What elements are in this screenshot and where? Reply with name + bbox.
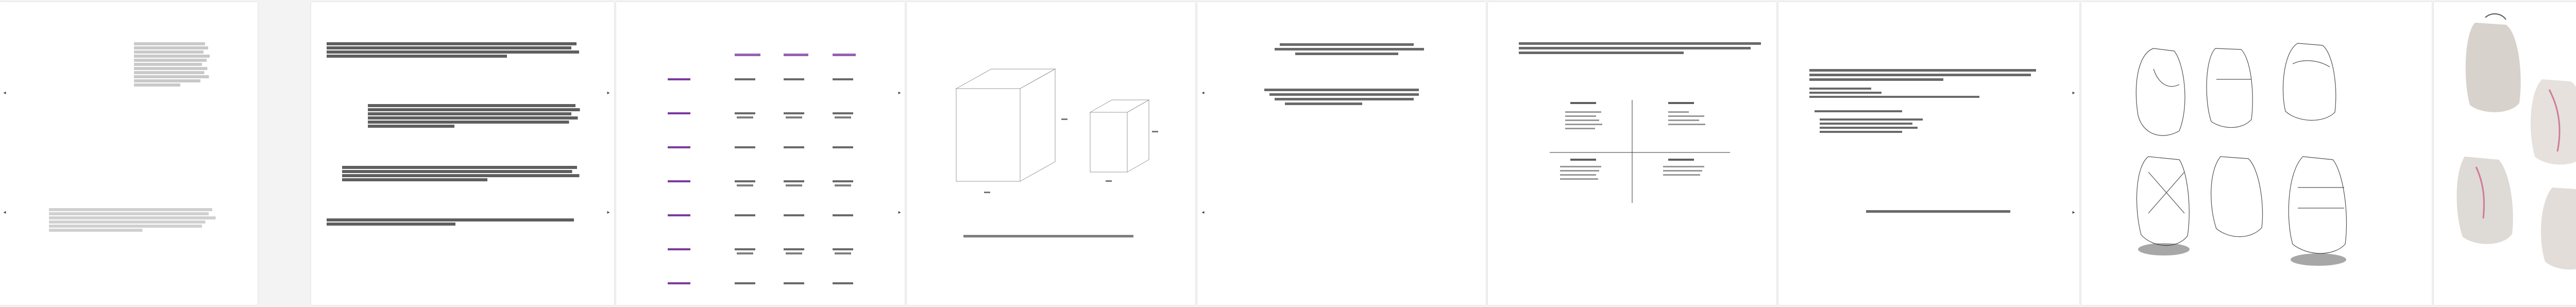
table-cell [786,252,802,254]
table-rows [668,78,853,284]
box-large-side [1020,69,1055,181]
table-row-label [668,214,690,216]
table-cell [735,146,755,148]
chevron-left-icon[interactable]: ◂ [3,210,6,215]
page-2-paragraph-3 [342,166,584,182]
page-3 [616,2,905,305]
quadrant-title-mark [1570,159,1596,161]
page-3-table-graphic [616,2,905,305]
page-4-caption-mark [963,235,1133,237]
page-5-text-graphic [1197,2,1486,305]
chevron-left-icon[interactable]: ◂ [1201,90,1205,96]
page-7-text-graphic [1778,2,2079,305]
chevron-right-icon[interactable]: ▸ [898,90,901,96]
table-cell [835,184,851,186]
sketch-shadow [2138,243,2190,255]
table-cell [735,78,755,80]
table-cell [735,180,755,182]
table-cell [786,116,802,118]
table-row-label [668,112,690,114]
box-small-front [1090,112,1127,172]
page-9 [2434,2,2576,305]
dimension-label-mark [1152,131,1158,132]
sketch-shadow [2291,253,2346,266]
table-cell [735,214,755,216]
table-cell [833,282,853,284]
dimension-label-mark [1061,118,1067,120]
quadrant-title-mark [1668,159,1694,161]
backpack-photo [2531,79,2576,165]
dimension-label-mark [1106,180,1112,182]
chevron-right-icon[interactable]: ▸ [2072,210,2075,215]
table-cell [737,252,753,254]
page-7 [1778,2,2079,305]
backpack-photo [2466,23,2521,112]
table-cell [784,282,804,284]
page-5 [1197,2,1486,305]
table-cell [784,112,804,114]
chevron-right-icon[interactable]: ▸ [607,90,610,96]
page-1-footer-paragraph [49,208,219,233]
page-4 [907,2,1195,305]
table-row-label [668,248,690,250]
backpack-photo-collage [2434,2,2576,305]
table-cell [737,116,753,118]
table-cell [735,112,755,114]
quadrant-title-mark [1668,102,1694,104]
table-cell [737,184,753,186]
chevron-left-icon[interactable]: ◂ [3,90,6,96]
page-6 [1488,2,1776,305]
box-small-top [1090,100,1149,112]
backpack-photo [2541,187,2576,269]
table-row-label [668,78,690,80]
sketch-backpack [2289,157,2346,253]
page-1 [0,2,258,305]
table-row-label [668,146,690,148]
page-2-paragraph-1 [327,42,584,59]
page-6-quadrant-chart [1488,2,1776,305]
table-row-label [668,282,690,284]
page-8 [2081,2,2432,305]
table-cell [835,116,851,118]
table-cell [833,180,853,182]
chevron-left-icon[interactable]: ◂ [1201,210,1205,215]
chevron-right-icon[interactable]: ▸ [2072,90,2075,96]
table-cell [786,184,802,186]
page-4-dimension-drawings [907,2,1195,305]
chevron-right-icon[interactable]: ▸ [607,210,610,215]
table-cell [784,78,804,80]
backpack-pencil-sketches [2081,2,2432,305]
table-header-mark [784,54,808,56]
quadrant-title-mark [1570,102,1596,104]
table-cell [784,214,804,216]
table-cell [784,180,804,182]
table-row-label [668,180,690,182]
box-large-front [956,89,1020,181]
box-small-side [1127,100,1149,172]
page-2-paragraph-4 [327,218,584,227]
sketch-backpack [2283,43,2335,121]
table-cell [833,112,853,114]
table-cell [784,248,804,250]
page-2 [311,2,614,305]
page-2-paragraph-2 [368,104,584,129]
table-cell [833,78,853,80]
table-cell [784,146,804,148]
table-cell [735,282,755,284]
table-header-mark [833,54,856,56]
sketch-backpack [2207,48,2252,128]
sketch-backpack [2136,48,2185,135]
table-cell [835,252,851,254]
backpack-photo [2456,157,2513,244]
table-cell [833,214,853,216]
chevron-right-icon[interactable]: ▸ [898,210,901,215]
box-large-top [956,69,1055,89]
table-cell [833,248,853,250]
dimension-label-mark [984,192,990,193]
page-1-intro-paragraph [134,42,211,88]
sketch-backpack [2137,157,2189,246]
table-header-mark [735,54,760,56]
table-cell [833,146,853,148]
table-cell [735,248,755,250]
sketch-backpack [2211,157,2263,237]
